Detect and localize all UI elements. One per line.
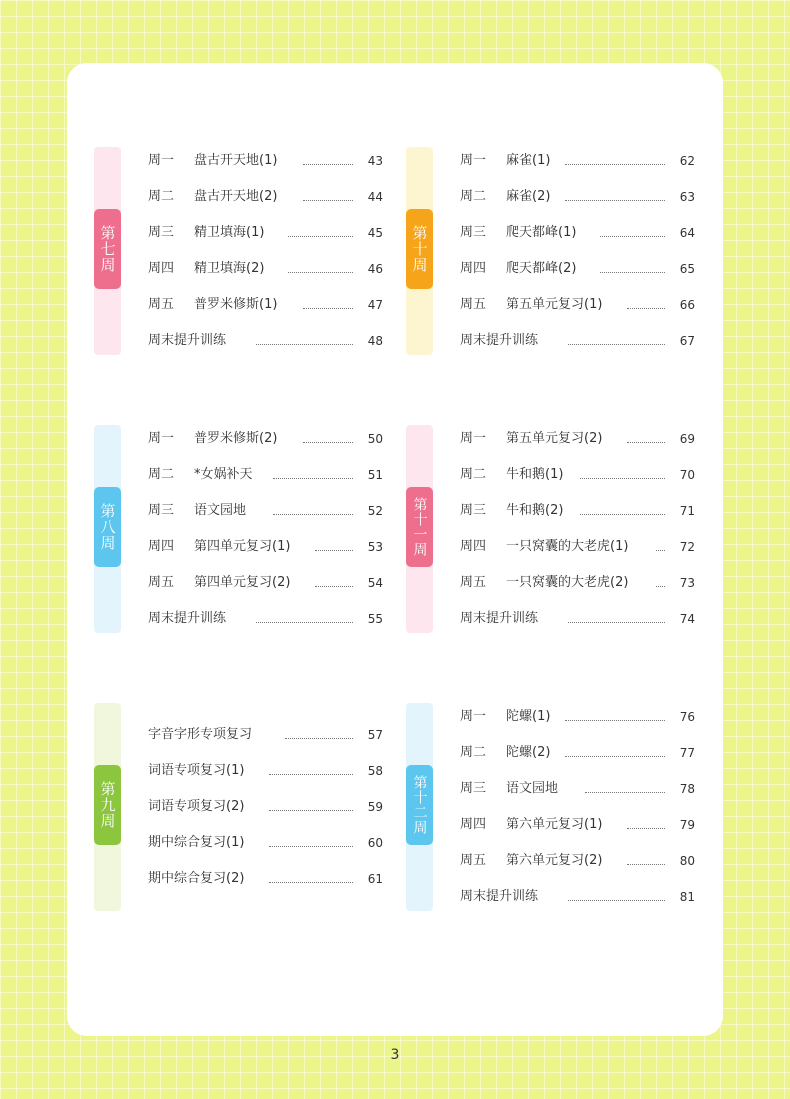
toc-entry[interactable] bbox=[460, 573, 695, 593]
toc-entry[interactable] bbox=[148, 609, 383, 629]
page-ref: 79 bbox=[679, 818, 695, 832]
weekday-label: 周三 bbox=[460, 225, 487, 240]
weekday-label: 周一 bbox=[460, 709, 487, 724]
dot-leader bbox=[580, 514, 665, 515]
toc-entry[interactable] bbox=[460, 743, 695, 763]
lesson-title: 第六单元复习(1) bbox=[506, 817, 603, 832]
page-ref: 80 bbox=[679, 854, 695, 868]
toc-entry[interactable] bbox=[460, 887, 695, 907]
lesson-title: 第六单元复习(2) bbox=[506, 853, 603, 868]
toc-entry[interactable] bbox=[460, 537, 695, 557]
lesson-title: 词语专项复习(2) bbox=[148, 799, 245, 814]
lesson-title: 第四单元复习(1) bbox=[194, 539, 291, 554]
weekday-label: 周三 bbox=[460, 503, 487, 518]
lesson-title: 精卫填海(2) bbox=[194, 261, 265, 276]
dot-leader bbox=[256, 622, 353, 623]
toc-entry[interactable] bbox=[460, 429, 695, 449]
toc-entry[interactable] bbox=[148, 573, 383, 593]
lesson-title: 字音字形专项复习 bbox=[148, 727, 253, 742]
lesson-title: 周末提升训练 bbox=[148, 333, 227, 348]
weekday-label: 周一 bbox=[148, 431, 175, 446]
page-ref: 44 bbox=[367, 190, 383, 204]
dot-leader bbox=[303, 200, 353, 201]
dot-leader bbox=[315, 550, 353, 551]
weekday-label: 周五 bbox=[460, 853, 487, 868]
dot-leader bbox=[565, 200, 665, 201]
lesson-title: 一只窝囊的大老虎(2) bbox=[506, 575, 629, 590]
weekday-label: 周四 bbox=[460, 817, 487, 832]
toc-entry[interactable] bbox=[460, 331, 695, 351]
lesson-title: 牛和鹅(2) bbox=[506, 503, 564, 518]
page-ref: 59 bbox=[367, 800, 383, 814]
toc-entry[interactable] bbox=[460, 295, 695, 315]
dot-leader bbox=[285, 738, 353, 739]
dot-leader bbox=[568, 622, 665, 623]
week-tag: 第八周 bbox=[94, 487, 121, 567]
toc-entry[interactable] bbox=[148, 151, 383, 171]
toc-entry[interactable] bbox=[148, 331, 383, 351]
dot-leader bbox=[269, 846, 353, 847]
lesson-title: 精卫填海(1) bbox=[194, 225, 265, 240]
toc-entry[interactable] bbox=[460, 151, 695, 171]
toc-entry[interactable] bbox=[148, 465, 383, 485]
weekday-label: 周五 bbox=[148, 575, 175, 590]
page-ref: 48 bbox=[367, 334, 383, 348]
toc-entry[interactable] bbox=[148, 797, 383, 817]
weekday-label: 周一 bbox=[460, 431, 487, 446]
dot-leader bbox=[565, 164, 665, 165]
weekday-label: 周一 bbox=[460, 153, 487, 168]
page-ref: 76 bbox=[679, 710, 695, 724]
toc-entry[interactable] bbox=[148, 187, 383, 207]
lesson-title: 第五单元复习(1) bbox=[506, 297, 603, 312]
lesson-title: 盘古开天地(2) bbox=[194, 189, 278, 204]
page-ref: 54 bbox=[367, 576, 383, 590]
dot-leader bbox=[273, 478, 353, 479]
toc-entry[interactable] bbox=[460, 609, 695, 629]
lesson-title: 普罗米修斯(2) bbox=[194, 431, 278, 446]
toc-entry[interactable] bbox=[460, 707, 695, 727]
dot-leader bbox=[303, 308, 353, 309]
toc-entry[interactable] bbox=[148, 223, 383, 243]
dot-leader bbox=[580, 478, 665, 479]
dot-leader bbox=[256, 344, 353, 345]
lesson-title: 陀螺(2) bbox=[506, 745, 551, 760]
lesson-title: 陀螺(1) bbox=[506, 709, 551, 724]
weekday-label: 周二 bbox=[148, 467, 175, 482]
dot-leader bbox=[273, 514, 353, 515]
week-block-9 bbox=[94, 703, 394, 913]
dot-leader bbox=[627, 442, 665, 443]
dot-leader bbox=[656, 586, 665, 587]
page-ref: 71 bbox=[679, 504, 695, 518]
lesson-title: 语文园地 bbox=[506, 781, 559, 796]
toc-entry[interactable] bbox=[460, 187, 695, 207]
dot-leader bbox=[568, 900, 665, 901]
page-ref: 78 bbox=[679, 782, 695, 796]
page-ref: 62 bbox=[679, 154, 695, 168]
weekday-label: 周五 bbox=[460, 297, 487, 312]
dot-leader bbox=[565, 720, 665, 721]
dot-leader bbox=[315, 586, 353, 587]
page-ref: 53 bbox=[367, 540, 383, 554]
toc-entry[interactable] bbox=[148, 295, 383, 315]
weekday-label: 周五 bbox=[460, 575, 487, 590]
weekday-label: 周一 bbox=[148, 153, 175, 168]
dot-leader bbox=[600, 272, 665, 273]
week-block-7 bbox=[94, 147, 394, 357]
toc-entry[interactable] bbox=[148, 259, 383, 279]
dot-leader bbox=[269, 774, 353, 775]
lesson-title: 麻雀(1) bbox=[506, 153, 551, 168]
toc-entry[interactable] bbox=[460, 815, 695, 835]
toc-entry[interactable] bbox=[460, 223, 695, 243]
lesson-title: 爬天都峰(2) bbox=[506, 261, 577, 276]
weekday-label: 周四 bbox=[148, 261, 175, 276]
page-ref: 60 bbox=[367, 836, 383, 850]
page-ref: 77 bbox=[679, 746, 695, 760]
week-tag: 第七周 bbox=[94, 209, 121, 289]
week-block-10 bbox=[406, 147, 706, 357]
toc-entry[interactable] bbox=[148, 429, 383, 449]
weekday-label: 周二 bbox=[460, 745, 487, 760]
lesson-title: 周末提升训练 bbox=[148, 611, 227, 626]
toc-entry[interactable] bbox=[460, 779, 695, 799]
lesson-title: 周末提升训练 bbox=[460, 333, 539, 348]
toc-entry[interactable] bbox=[148, 869, 383, 889]
lesson-title: 第四单元复习(2) bbox=[194, 575, 291, 590]
dot-leader bbox=[627, 308, 665, 309]
lesson-title: 牛和鹅(1) bbox=[506, 467, 564, 482]
dot-leader bbox=[656, 550, 665, 551]
dot-leader bbox=[303, 442, 353, 443]
lesson-title: 麻雀(2) bbox=[506, 189, 551, 204]
page-ref: 81 bbox=[679, 890, 695, 904]
page-ref: 58 bbox=[367, 764, 383, 778]
page-ref: 72 bbox=[679, 540, 695, 554]
weekday-label: 周三 bbox=[148, 503, 175, 518]
lesson-title: 一只窝囊的大老虎(1) bbox=[506, 539, 629, 554]
page-ref: 67 bbox=[679, 334, 695, 348]
weekday-label: 周二 bbox=[460, 189, 487, 204]
lesson-title: 语文园地 bbox=[194, 503, 247, 518]
dot-leader bbox=[568, 344, 665, 345]
page-ref: 51 bbox=[367, 468, 383, 482]
toc-entry[interactable] bbox=[148, 761, 383, 781]
toc-entry[interactable] bbox=[148, 833, 383, 853]
dot-leader bbox=[627, 864, 665, 865]
week-tag: 第十周 bbox=[406, 209, 433, 289]
page-ref: 66 bbox=[679, 298, 695, 312]
weekday-label: 周二 bbox=[460, 467, 487, 482]
weekday-label: 周三 bbox=[148, 225, 175, 240]
lesson-title: 周末提升训练 bbox=[460, 611, 539, 626]
page-ref: 43 bbox=[367, 154, 383, 168]
toc-entry[interactable] bbox=[148, 725, 383, 745]
weekday-label: 周四 bbox=[460, 539, 487, 554]
week-tag: 第十一周 bbox=[406, 487, 433, 567]
page-ref: 63 bbox=[679, 190, 695, 204]
page-ref: 52 bbox=[367, 504, 383, 518]
lesson-title: *女娲补天 bbox=[194, 467, 253, 482]
dot-leader bbox=[269, 810, 353, 811]
toc-entry[interactable] bbox=[460, 259, 695, 279]
toc-entry[interactable] bbox=[460, 501, 695, 521]
page-ref: 55 bbox=[367, 612, 383, 626]
lesson-title: 期中综合复习(1) bbox=[148, 835, 245, 850]
contents-card bbox=[67, 63, 723, 1036]
dot-leader bbox=[269, 882, 353, 883]
dot-leader bbox=[303, 164, 353, 165]
week-block-8 bbox=[94, 425, 394, 635]
page-ref: 69 bbox=[679, 432, 695, 446]
dot-leader bbox=[288, 236, 353, 237]
page-ref: 57 bbox=[367, 728, 383, 742]
lesson-title: 盘古开天地(1) bbox=[194, 153, 278, 168]
week-block-12 bbox=[406, 703, 706, 913]
page-number: 3 bbox=[390, 1047, 400, 1063]
weekday-label: 周二 bbox=[148, 189, 175, 204]
lesson-title: 词语专项复习(1) bbox=[148, 763, 245, 778]
page-ref: 65 bbox=[679, 262, 695, 276]
week-tag: 第九周 bbox=[94, 765, 121, 845]
lesson-title: 第五单元复习(2) bbox=[506, 431, 603, 446]
page-ref: 73 bbox=[679, 576, 695, 590]
dot-leader bbox=[600, 236, 665, 237]
page-ref: 50 bbox=[367, 432, 383, 446]
page-ref: 70 bbox=[679, 468, 695, 482]
toc-entry[interactable] bbox=[148, 537, 383, 557]
toc-entry[interactable] bbox=[460, 851, 695, 871]
dot-leader bbox=[288, 272, 353, 273]
dot-leader bbox=[565, 756, 665, 757]
page-ref: 46 bbox=[367, 262, 383, 276]
weekday-label: 周五 bbox=[148, 297, 175, 312]
lesson-title: 普罗米修斯(1) bbox=[194, 297, 278, 312]
page-ref: 47 bbox=[367, 298, 383, 312]
dot-leader bbox=[627, 828, 665, 829]
lesson-title: 期中综合复习(2) bbox=[148, 871, 245, 886]
page-ref: 61 bbox=[367, 872, 383, 886]
lesson-title: 爬天都峰(1) bbox=[506, 225, 577, 240]
weekday-label: 周四 bbox=[460, 261, 487, 276]
week-tag: 第十二周 bbox=[406, 765, 433, 845]
dot-leader bbox=[585, 792, 665, 793]
toc-entry[interactable] bbox=[460, 465, 695, 485]
page-ref: 45 bbox=[367, 226, 383, 240]
toc-entry[interactable] bbox=[148, 501, 383, 521]
page-ref: 64 bbox=[679, 226, 695, 240]
weekday-label: 周三 bbox=[460, 781, 487, 796]
lesson-title: 周末提升训练 bbox=[460, 889, 539, 904]
page-ref: 74 bbox=[679, 612, 695, 626]
weekday-label: 周四 bbox=[148, 539, 175, 554]
week-block-11 bbox=[406, 425, 706, 635]
